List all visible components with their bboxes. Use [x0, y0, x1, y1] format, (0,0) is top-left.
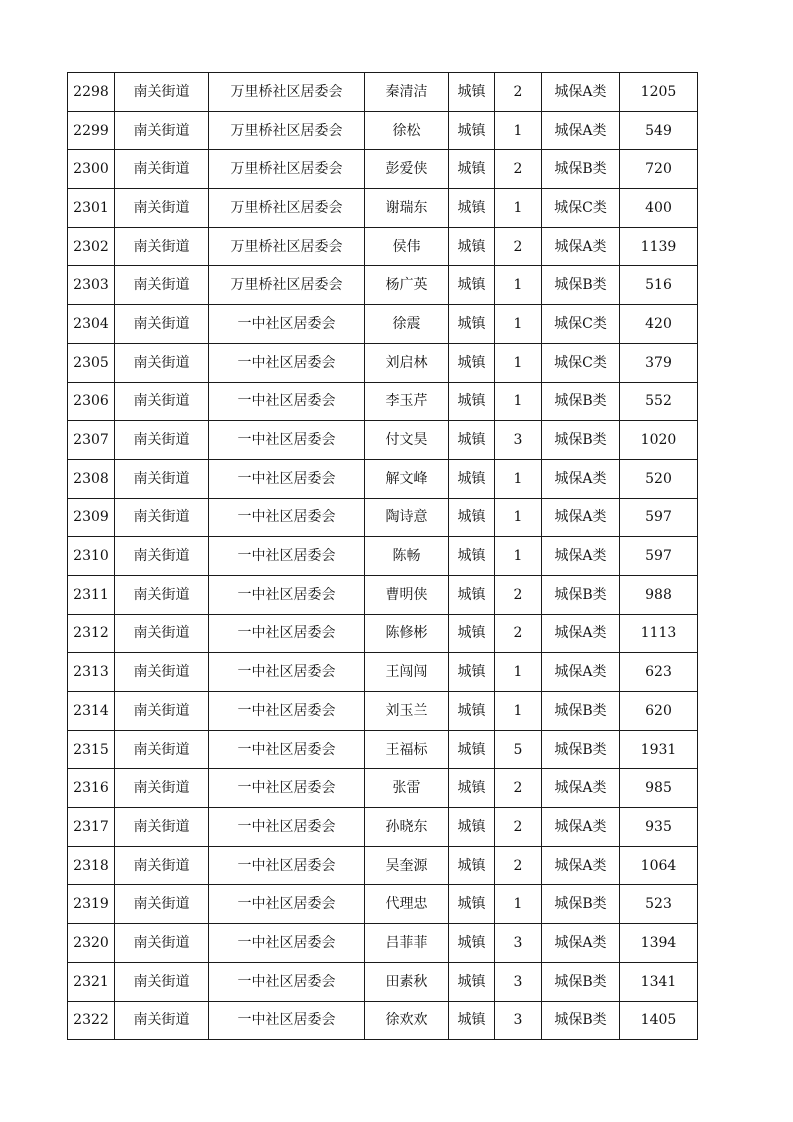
household-count-cell: 2 — [495, 227, 542, 266]
row-number-cell: 2313 — [68, 653, 115, 692]
committee-cell: 一中社区居委会 — [209, 498, 365, 537]
table-row — [68, 421, 698, 460]
row-number-cell: 2306 — [68, 382, 115, 421]
table-row — [68, 924, 698, 963]
row-number-cell: 2312 — [68, 614, 115, 653]
category-cell: 城保B类 — [542, 421, 620, 460]
category-cell: 城保A类 — [542, 769, 620, 808]
street-cell: 南关街道 — [115, 343, 209, 382]
committee-cell: 一中社区居委会 — [209, 614, 365, 653]
table-row — [68, 498, 698, 537]
area-type-cell: 城镇 — [449, 1001, 495, 1040]
name-cell: 吴奎源 — [365, 846, 449, 885]
row-number-cell: 2308 — [68, 459, 115, 498]
committee-cell: 一中社区居委会 — [209, 846, 365, 885]
area-type-cell: 城镇 — [449, 382, 495, 421]
committee-cell: 一中社区居委会 — [209, 421, 365, 460]
category-cell: 城保A类 — [542, 227, 620, 266]
name-cell: 吕菲菲 — [365, 924, 449, 963]
name-cell: 徐欢欢 — [365, 1001, 449, 1040]
category-cell: 城保B类 — [542, 382, 620, 421]
committee-cell: 万里桥社区居委会 — [209, 150, 365, 189]
area-type-cell: 城镇 — [449, 343, 495, 382]
committee-cell: 一中社区居委会 — [209, 885, 365, 924]
area-type-cell: 城镇 — [449, 73, 495, 112]
area-type-cell: 城镇 — [449, 459, 495, 498]
row-number-cell: 2314 — [68, 692, 115, 731]
area-type-cell: 城镇 — [449, 692, 495, 731]
committee-cell: 万里桥社区居委会 — [209, 111, 365, 150]
name-cell: 彭爱侠 — [365, 150, 449, 189]
name-cell: 徐松 — [365, 111, 449, 150]
area-type-cell: 城镇 — [449, 730, 495, 769]
area-type-cell: 城镇 — [449, 498, 495, 537]
household-count-cell: 2 — [495, 73, 542, 112]
table-row — [68, 575, 698, 614]
street-cell: 南关街道 — [115, 614, 209, 653]
street-cell: 南关街道 — [115, 382, 209, 421]
street-cell: 南关街道 — [115, 769, 209, 808]
table-row — [68, 266, 698, 305]
table-row — [68, 1001, 698, 1040]
committee-cell: 一中社区居委会 — [209, 653, 365, 692]
amount-cell: 516 — [620, 266, 698, 305]
household-count-cell: 3 — [495, 1001, 542, 1040]
street-cell: 南关街道 — [115, 73, 209, 112]
category-cell: 城保B类 — [542, 885, 620, 924]
household-count-cell: 3 — [495, 962, 542, 1001]
committee-cell: 一中社区居委会 — [209, 575, 365, 614]
amount-cell: 379 — [620, 343, 698, 382]
household-count-cell: 1 — [495, 266, 542, 305]
street-cell: 南关街道 — [115, 692, 209, 731]
row-number-cell: 2309 — [68, 498, 115, 537]
category-cell: 城保A类 — [542, 459, 620, 498]
amount-cell: 1020 — [620, 421, 698, 460]
amount-cell: 1113 — [620, 614, 698, 653]
table-row — [68, 885, 698, 924]
household-count-cell: 1 — [495, 498, 542, 537]
area-type-cell: 城镇 — [449, 885, 495, 924]
committee-cell: 万里桥社区居委会 — [209, 189, 365, 228]
category-cell: 城保B类 — [542, 692, 620, 731]
household-count-cell: 1 — [495, 343, 542, 382]
amount-cell: 597 — [620, 537, 698, 576]
category-cell: 城保B类 — [542, 1001, 620, 1040]
row-number-cell: 2318 — [68, 846, 115, 885]
table-row — [68, 537, 698, 576]
name-cell: 解文峰 — [365, 459, 449, 498]
category-cell: 城保B类 — [542, 266, 620, 305]
committee-cell: 一中社区居委会 — [209, 808, 365, 847]
street-cell: 南关街道 — [115, 885, 209, 924]
area-type-cell: 城镇 — [449, 266, 495, 305]
table-row — [68, 962, 698, 1001]
committee-cell: 一中社区居委会 — [209, 692, 365, 731]
committee-cell: 一中社区居委会 — [209, 1001, 365, 1040]
amount-cell: 400 — [620, 189, 698, 228]
category-cell: 城保A类 — [542, 111, 620, 150]
name-cell: 张雷 — [365, 769, 449, 808]
committee-cell: 一中社区居委会 — [209, 459, 365, 498]
committee-cell: 一中社区居委会 — [209, 305, 365, 344]
table-row — [68, 692, 698, 731]
table-row — [68, 227, 698, 266]
amount-cell: 1405 — [620, 1001, 698, 1040]
street-cell: 南关街道 — [115, 924, 209, 963]
street-cell: 南关街道 — [115, 653, 209, 692]
household-count-cell: 1 — [495, 111, 542, 150]
committee-cell: 一中社区居委会 — [209, 382, 365, 421]
household-count-cell: 1 — [495, 537, 542, 576]
row-number-cell: 2317 — [68, 808, 115, 847]
street-cell: 南关街道 — [115, 189, 209, 228]
street-cell: 南关街道 — [115, 459, 209, 498]
name-cell: 孙晓东 — [365, 808, 449, 847]
name-cell: 付文昊 — [365, 421, 449, 460]
table-row — [68, 111, 698, 150]
row-number-cell: 2302 — [68, 227, 115, 266]
street-cell: 南关街道 — [115, 730, 209, 769]
household-count-cell: 2 — [495, 150, 542, 189]
category-cell: 城保B类 — [542, 575, 620, 614]
amount-cell: 623 — [620, 653, 698, 692]
table-row — [68, 305, 698, 344]
committee-cell: 一中社区居委会 — [209, 924, 365, 963]
household-count-cell: 2 — [495, 769, 542, 808]
area-type-cell: 城镇 — [449, 575, 495, 614]
household-count-cell: 1 — [495, 692, 542, 731]
row-number-cell: 2301 — [68, 189, 115, 228]
name-cell: 王闯闯 — [365, 653, 449, 692]
area-type-cell: 城镇 — [449, 227, 495, 266]
name-cell: 王福标 — [365, 730, 449, 769]
row-number-cell: 2299 — [68, 111, 115, 150]
table-row — [68, 382, 698, 421]
area-type-cell: 城镇 — [449, 846, 495, 885]
category-cell: 城保C类 — [542, 343, 620, 382]
table-row — [68, 846, 698, 885]
amount-cell: 720 — [620, 150, 698, 189]
street-cell: 南关街道 — [115, 227, 209, 266]
amount-cell: 523 — [620, 885, 698, 924]
household-count-cell: 2 — [495, 614, 542, 653]
amount-cell: 1139 — [620, 227, 698, 266]
committee-cell: 万里桥社区居委会 — [209, 73, 365, 112]
name-cell: 陈修彬 — [365, 614, 449, 653]
table-row — [68, 73, 698, 112]
area-type-cell: 城镇 — [449, 769, 495, 808]
household-count-cell: 1 — [495, 653, 542, 692]
area-type-cell: 城镇 — [449, 962, 495, 1001]
amount-cell: 597 — [620, 498, 698, 537]
row-number-cell: 2321 — [68, 962, 115, 1001]
household-count-cell: 2 — [495, 808, 542, 847]
category-cell: 城保B类 — [542, 730, 620, 769]
table-row — [68, 808, 698, 847]
amount-cell: 1341 — [620, 962, 698, 1001]
committee-cell: 一中社区居委会 — [209, 769, 365, 808]
amount-cell: 1205 — [620, 73, 698, 112]
row-number-cell: 2310 — [68, 537, 115, 576]
table-row — [68, 189, 698, 228]
amount-cell: 985 — [620, 769, 698, 808]
roster-body — [68, 73, 698, 1040]
amount-cell: 549 — [620, 111, 698, 150]
amount-cell: 520 — [620, 459, 698, 498]
street-cell: 南关街道 — [115, 111, 209, 150]
row-number-cell: 2322 — [68, 1001, 115, 1040]
category-cell: 城保A类 — [542, 846, 620, 885]
amount-cell: 988 — [620, 575, 698, 614]
row-number-cell: 2316 — [68, 769, 115, 808]
category-cell: 城保A类 — [542, 924, 620, 963]
row-number-cell: 2303 — [68, 266, 115, 305]
name-cell: 徐震 — [365, 305, 449, 344]
name-cell: 田素秋 — [365, 962, 449, 1001]
name-cell: 陈畅 — [365, 537, 449, 576]
area-type-cell: 城镇 — [449, 111, 495, 150]
amount-cell: 935 — [620, 808, 698, 847]
name-cell: 陶诗意 — [365, 498, 449, 537]
amount-cell: 1394 — [620, 924, 698, 963]
name-cell: 代理忠 — [365, 885, 449, 924]
street-cell: 南关街道 — [115, 846, 209, 885]
name-cell: 刘玉兰 — [365, 692, 449, 731]
name-cell: 曹明侠 — [365, 575, 449, 614]
amount-cell: 1931 — [620, 730, 698, 769]
amount-cell: 420 — [620, 305, 698, 344]
table-row — [68, 653, 698, 692]
committee-cell: 万里桥社区居委会 — [209, 266, 365, 305]
household-count-cell: 1 — [495, 885, 542, 924]
name-cell: 李玉芹 — [365, 382, 449, 421]
amount-cell: 552 — [620, 382, 698, 421]
area-type-cell: 城镇 — [449, 189, 495, 228]
table-row — [68, 150, 698, 189]
row-number-cell: 2320 — [68, 924, 115, 963]
table-row — [68, 769, 698, 808]
category-cell: 城保A类 — [542, 498, 620, 537]
area-type-cell: 城镇 — [449, 808, 495, 847]
category-cell: 城保A类 — [542, 653, 620, 692]
amount-cell: 620 — [620, 692, 698, 731]
area-type-cell: 城镇 — [449, 421, 495, 460]
row-number-cell: 2298 — [68, 73, 115, 112]
area-type-cell: 城镇 — [449, 614, 495, 653]
row-number-cell: 2311 — [68, 575, 115, 614]
row-number-cell: 2307 — [68, 421, 115, 460]
table-row — [68, 614, 698, 653]
committee-cell: 一中社区居委会 — [209, 343, 365, 382]
household-count-cell: 5 — [495, 730, 542, 769]
table-row — [68, 730, 698, 769]
area-type-cell: 城镇 — [449, 924, 495, 963]
household-count-cell: 3 — [495, 421, 542, 460]
name-cell: 刘启林 — [365, 343, 449, 382]
street-cell: 南关街道 — [115, 150, 209, 189]
amount-cell: 1064 — [620, 846, 698, 885]
household-count-cell: 1 — [495, 382, 542, 421]
row-number-cell: 2305 — [68, 343, 115, 382]
street-cell: 南关街道 — [115, 305, 209, 344]
street-cell: 南关街道 — [115, 1001, 209, 1040]
street-cell: 南关街道 — [115, 498, 209, 537]
category-cell: 城保A类 — [542, 808, 620, 847]
street-cell: 南关街道 — [115, 537, 209, 576]
category-cell: 城保C类 — [542, 189, 620, 228]
area-type-cell: 城镇 — [449, 305, 495, 344]
street-cell: 南关街道 — [115, 266, 209, 305]
row-number-cell: 2300 — [68, 150, 115, 189]
household-count-cell: 2 — [495, 575, 542, 614]
area-type-cell: 城镇 — [449, 150, 495, 189]
household-count-cell: 1 — [495, 305, 542, 344]
area-type-cell: 城镇 — [449, 537, 495, 576]
area-type-cell: 城镇 — [449, 653, 495, 692]
name-cell: 秦清洁 — [365, 73, 449, 112]
roster-table — [67, 72, 698, 1040]
category-cell: 城保A类 — [542, 73, 620, 112]
category-cell: 城保B类 — [542, 962, 620, 1001]
street-cell: 南关街道 — [115, 962, 209, 1001]
household-count-cell: 1 — [495, 189, 542, 228]
household-count-cell: 3 — [495, 924, 542, 963]
row-number-cell: 2304 — [68, 305, 115, 344]
category-cell: 城保B类 — [542, 150, 620, 189]
committee-cell: 一中社区居委会 — [209, 537, 365, 576]
row-number-cell: 2319 — [68, 885, 115, 924]
row-number-cell: 2315 — [68, 730, 115, 769]
committee-cell: 万里桥社区居委会 — [209, 227, 365, 266]
name-cell: 杨广英 — [365, 266, 449, 305]
street-cell: 南关街道 — [115, 575, 209, 614]
street-cell: 南关街道 — [115, 421, 209, 460]
committee-cell: 一中社区居委会 — [209, 730, 365, 769]
category-cell: 城保A类 — [542, 614, 620, 653]
household-count-cell: 1 — [495, 459, 542, 498]
category-cell: 城保C类 — [542, 305, 620, 344]
committee-cell: 一中社区居委会 — [209, 962, 365, 1001]
table-row — [68, 343, 698, 382]
household-count-cell: 2 — [495, 846, 542, 885]
table-row — [68, 459, 698, 498]
name-cell: 侯伟 — [365, 227, 449, 266]
category-cell: 城保A类 — [542, 537, 620, 576]
street-cell: 南关街道 — [115, 808, 209, 847]
name-cell: 谢瑞东 — [365, 189, 449, 228]
